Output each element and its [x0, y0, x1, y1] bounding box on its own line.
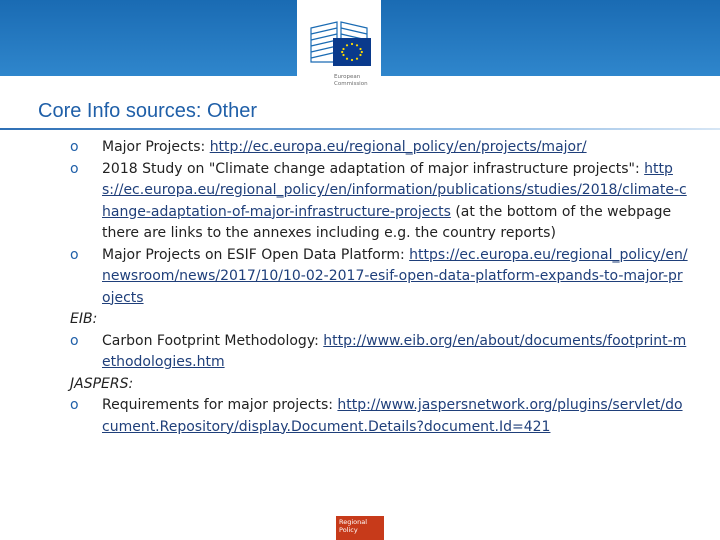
bullet-icon: o [70, 160, 79, 177]
list-item [68, 331, 688, 374]
list-item [68, 159, 688, 245]
open-data-platform-link[interactable]: https://ec.europa.eu/regional_policy/en/newsroom/news/2017/10/10-02-2017-esif-open-data-platform-expands-to-major-projects [102, 246, 688, 306]
page-title: Core Info sources: Other [38, 100, 257, 122]
logo-text-line1: European [334, 74, 361, 80]
item-text: Major Projects on ESIF Open Data Platform: [102, 246, 410, 263]
climate-study-link[interactable]: https://ec.europa.eu/regional_policy/en/information/publications/studies/2018/climate-change-adaptation-of-major-infrastructure-projects [102, 160, 687, 220]
bullet-icon: o [70, 397, 79, 413]
tag-line2: Policy [339, 526, 358, 534]
jaspers-requirements-link[interactable]: http://www.jaspersnetwork.org/plugins/servlet/document.Repository/display.Document.Details?document.Id=421 [102, 397, 683, 435]
item-note: (at the bottom of the webpage there are links to the annexes including e.g. the country reports) [102, 203, 672, 241]
tag-line1: Regional [339, 518, 368, 526]
major-projects-link[interactable]: http://ec.europa.eu/regional_policy/en/projects/major/ [209, 139, 587, 155]
eib-footprint-link[interactable]: http://www.eib.org/en/about/documents/footprint-methodologies.htm [102, 332, 687, 370]
item-text: Major Projects: [102, 139, 210, 155]
logo-text-line2: Commission [334, 80, 368, 87]
item-text: 2018 Study on "Climate change adaptation of major infrastructure projects": [102, 160, 645, 177]
list-item [68, 395, 688, 438]
bullet-icon: o [70, 246, 79, 263]
list-item [68, 245, 688, 310]
bullet-icon: o [70, 139, 79, 155]
regional-policy-tag [336, 516, 384, 540]
item-text: Requirements for major projects: [102, 397, 338, 413]
logo-text [334, 74, 368, 87]
list-item [68, 137, 688, 159]
content-body [68, 137, 688, 438]
european-commission-logo [297, 0, 381, 100]
jaspers-section-label: JASPERS: [70, 375, 134, 392]
eib-section-label: EIB: [70, 311, 98, 327]
item-text: Carbon Footprint Methodology: [102, 332, 324, 349]
title-divider [0, 128, 720, 130]
bullet-icon: o [70, 332, 79, 349]
